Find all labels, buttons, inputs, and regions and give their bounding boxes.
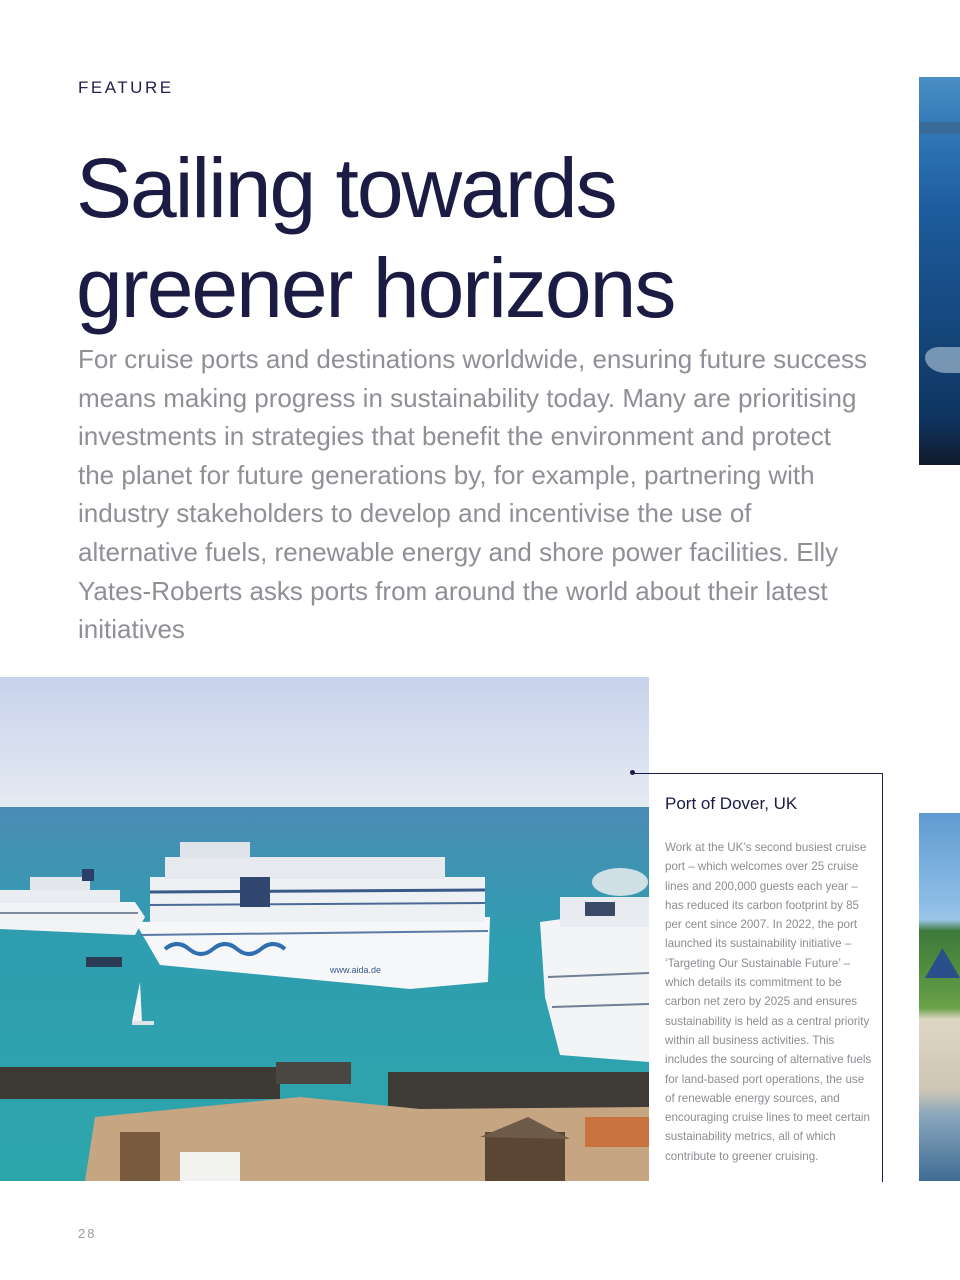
tug-boat — [86, 957, 122, 967]
harbour-illustration — [0, 677, 649, 1181]
harbour-building — [120, 1132, 160, 1181]
edge-foam — [925, 347, 960, 373]
dock-shed — [485, 1132, 565, 1181]
pier-right — [388, 1072, 649, 1112]
sailboat-hull — [132, 1021, 154, 1025]
sky — [0, 677, 649, 812]
svg-text:www.aida.de: www.aida.de — [330, 965, 382, 975]
sidebar-title: Port of Dover, UK — [665, 794, 798, 813]
section-label: FEATURE — [78, 78, 174, 97]
page-number: 28 — [78, 1226, 97, 1241]
breakwater-left — [0, 1067, 280, 1099]
edge-photo-bottom — [919, 813, 960, 1181]
harbour-photo — [0, 677, 649, 1181]
edge-shore — [919, 122, 960, 134]
warehouse — [180, 1152, 240, 1181]
aida-cruise-ship — [135, 842, 490, 989]
headline — [76, 138, 776, 338]
edge-tent — [925, 948, 960, 978]
sidebar-body: Work at the UK’s second busiest cruise port – which welcomes over 25 cruise lines and 200,000 guests each year – has reduced its carbon footprint by 85 per cent since 2007. In 2022, the port launched its sustainability initiative – ‘Targeting Our Sustainable Future’ – which details its commitment to be carbon net zero by 2025 and ensures sustainability is held as a central priority within all business activities. This includes the sourcing of alternative fuels for land-based port operations, the use of renewable energy sources, and encouraging cruise lines to meet certain sustainability metrics, all of which contribute to greener cruising. — [665, 841, 872, 1163]
sidebar-box — [633, 773, 883, 1182]
headline-line-1: Sailing towards — [76, 141, 616, 235]
edge-photo-top — [919, 77, 960, 465]
sidebar-dot — [630, 770, 635, 775]
headline-line-2: greener horizons — [76, 241, 675, 335]
breakwater-mid — [276, 1062, 351, 1084]
standfirst: For cruise ports and destinations worldwide, ensuring future success means making progress in sustainability today. Many are prioritising investments in strategies that benefit the environment and protect the planet for future generations by, for example, partnering with industry stakeholders to develop and incentivise the use of alternative fuels, renewable energy and shore power facilities. Elly Yates-Roberts asks ports from around the world about their latest initiatives — [78, 344, 868, 645]
